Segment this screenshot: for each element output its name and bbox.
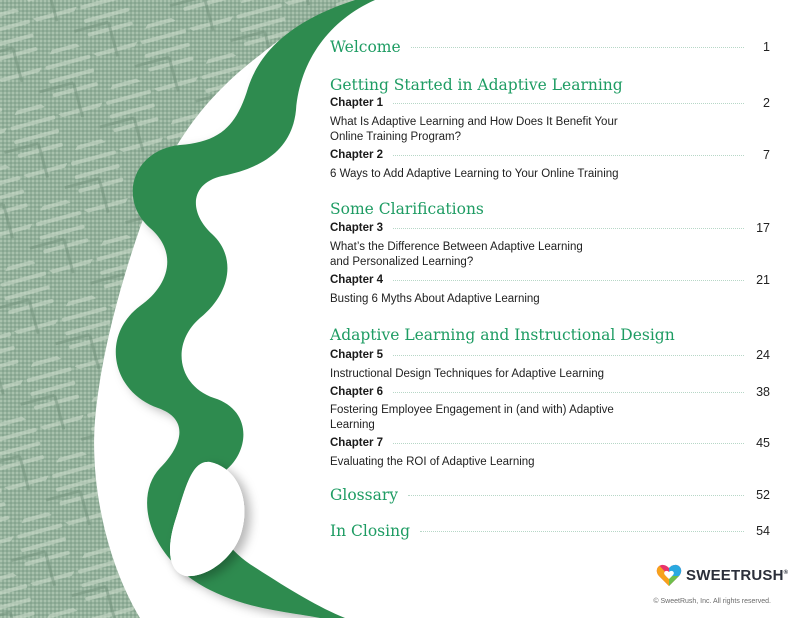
chapter-label: Chapter 4 xyxy=(330,274,384,286)
section-heading-clarifications[interactable] xyxy=(330,200,770,218)
toc-entry-chapter-3[interactable] xyxy=(330,221,770,235)
brand-name: SWEETRUSH® xyxy=(686,566,789,584)
section-title[interactable]: Getting Started in Adaptive Learning xyxy=(330,76,623,94)
copyright-notice: © SweetRush, Inc. All rights reserved. xyxy=(653,598,771,605)
chapter-label: Chapter 6 xyxy=(330,386,384,398)
page-number: 17 xyxy=(756,221,770,235)
page-number: 7 xyxy=(763,148,770,162)
leader-dots xyxy=(420,531,744,532)
chapter-label: Chapter 1 xyxy=(330,97,384,109)
toc-entry-chapter-6[interactable] xyxy=(330,385,770,399)
chapter-title[interactable]: 6 Ways to Add Adaptive Learning to Your Online Training xyxy=(330,168,619,180)
section-title[interactable]: Adaptive Learning and Instructional Design xyxy=(330,326,675,344)
toc-entry-chapter-5[interactable] xyxy=(330,348,770,362)
page-number: 45 xyxy=(756,436,770,450)
chapter-title[interactable]: Instructional Design Techniques for Adaptive Learning xyxy=(330,368,605,380)
leader-dots xyxy=(411,47,744,48)
toc-entry-chapter-1[interactable] xyxy=(330,96,770,110)
chapter-title[interactable]: What Is Adaptive Learning and How Does It Benefit Your Online Training Program? xyxy=(330,116,618,143)
page-number: 2 xyxy=(763,96,770,110)
leader-dots xyxy=(393,392,744,393)
chapter-label: Chapter 5 xyxy=(330,349,384,361)
leader-dots xyxy=(393,355,744,356)
section-heading-getting-started[interactable] xyxy=(330,76,770,94)
leader-dots xyxy=(393,228,744,229)
toc-entry-chapter-2[interactable] xyxy=(330,148,770,162)
chapter-title[interactable]: Fostering Employee Engagement in (and with) Adaptive Learning xyxy=(330,404,614,431)
page-number: 54 xyxy=(756,524,770,538)
page-number: 38 xyxy=(756,385,770,399)
page-number: 24 xyxy=(756,348,770,362)
chapter-label: Chapter 2 xyxy=(330,149,384,161)
leader-dots xyxy=(393,103,744,104)
section-heading-instructional-design[interactable] xyxy=(330,326,770,344)
toc-entry-welcome[interactable] xyxy=(330,38,770,56)
page-number: 52 xyxy=(756,488,770,502)
sweetrush-logo xyxy=(656,562,788,588)
section-title[interactable]: Glossary xyxy=(330,486,398,504)
section-title[interactable]: Some Clarifications xyxy=(330,200,484,218)
toc-entry-chapter-7[interactable] xyxy=(330,436,770,450)
heart-logo-icon xyxy=(656,562,682,588)
chapter-label: Chapter 3 xyxy=(330,222,384,234)
page-number: 1 xyxy=(763,40,770,54)
section-title[interactable]: Welcome xyxy=(330,38,401,56)
chapter-title[interactable]: Busting 6 Myths About Adaptive Learning xyxy=(330,293,540,305)
toc-entry-glossary[interactable] xyxy=(330,486,770,504)
leader-dots xyxy=(393,280,744,281)
leader-dots xyxy=(393,155,744,156)
chapter-title[interactable]: What’s the Difference Between Adaptive Learning and Personalized Learning? xyxy=(330,241,583,268)
leader-dots xyxy=(408,495,744,496)
page-number: 21 xyxy=(756,273,770,287)
leader-dots xyxy=(393,443,744,444)
section-title[interactable]: In Closing xyxy=(330,522,410,540)
chapter-label: Chapter 7 xyxy=(330,437,384,449)
toc-entry-in-closing[interactable] xyxy=(330,522,770,540)
toc-entry-chapter-4[interactable] xyxy=(330,273,770,287)
chapter-title[interactable]: Evaluating the ROI of Adaptive Learning xyxy=(330,456,535,468)
